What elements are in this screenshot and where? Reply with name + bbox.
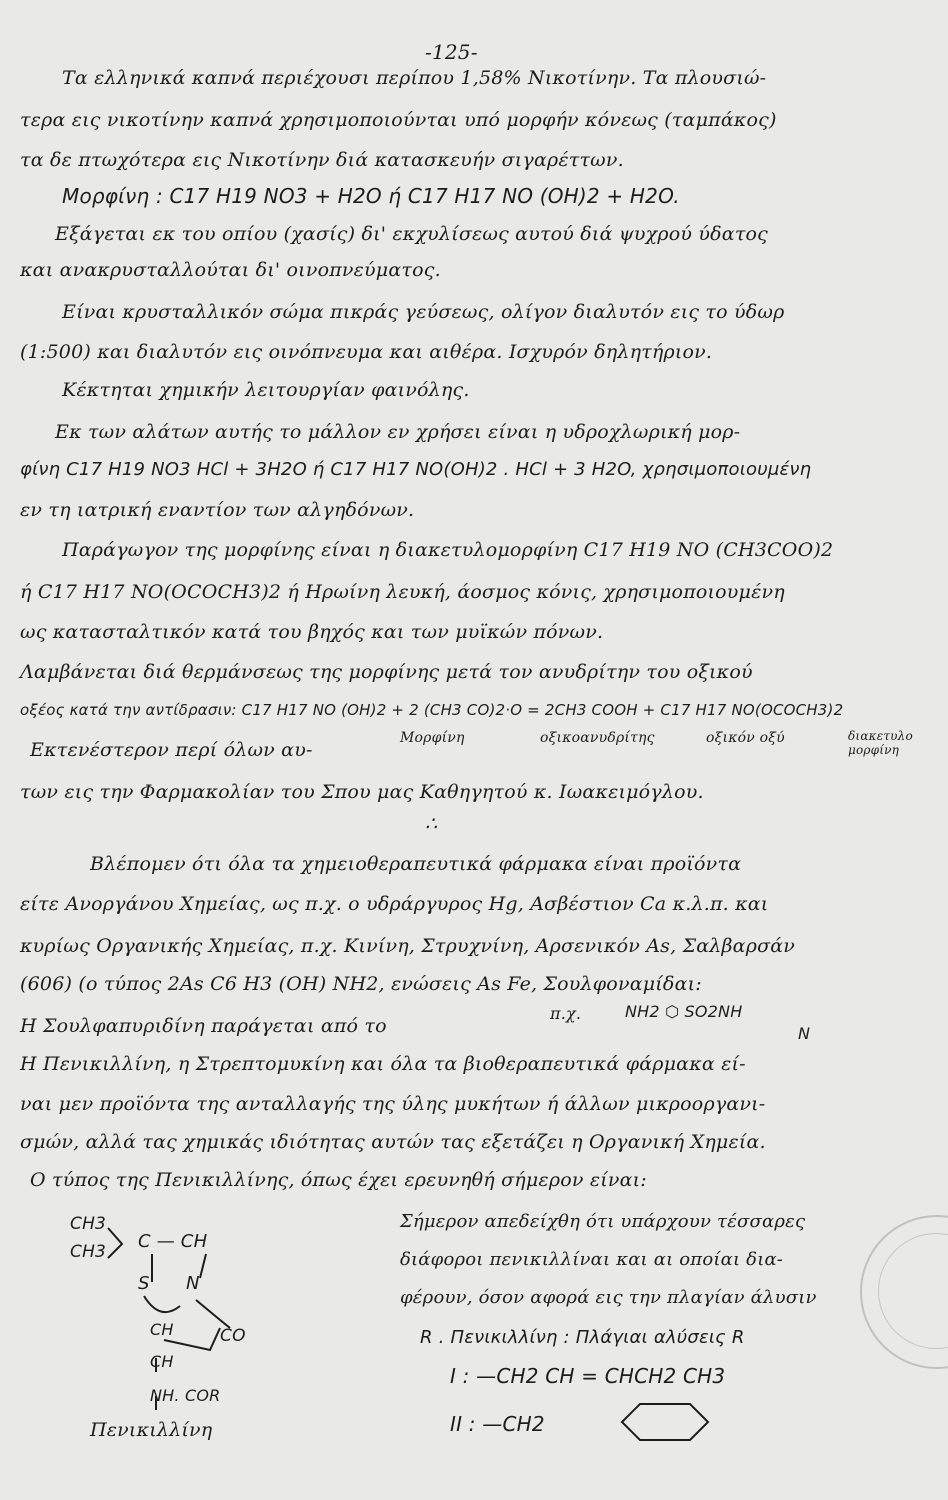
morphine-formula: Μορφίνη : C17 H19 NO3 + H2O ή C17 H17 NO (OH)2 + H2O. [62,184,680,208]
text-line-28: σμών, αλλά τας χημικάς ιδιότητας αυτών τας εξετάζει η Οργανική Χημεία. [20,1131,766,1153]
text-line-2: τερα εις νικοτίνην καπνά χρησιμοποιούνται υπό μορφήν κόνεως (ταμπάκος) [20,109,777,131]
sulfa-n: N [798,1024,811,1043]
struct-ch-1: CH [150,1320,174,1339]
benzene-ring-icon [610,1400,720,1444]
text-line-23: κυρίως Οργανικής Χημείας, π.χ. Κινίνη, Στρυχνίνη, Αρσενικόν As, Σαλβαρσάν [20,935,796,957]
sulfa-formula: NH2 ⬡ SO2NH [625,1002,743,1021]
text-line-9: Κέκτηται χημικήν λειτουργίαν φαινόλης. [62,379,470,401]
text-line-10: Εκ των αλάτων αυτής το μάλλον εν χρήσει είναι η υδροχλωρική μορ- [55,421,741,443]
struct-s: S [138,1273,150,1294]
text-line-25: Η Σουλφαπυριδίνη παράγεται από το [20,1015,387,1037]
text-line-7: Είναι κρυσταλλικόν σώμα πικράς γεύσεως, ολίγον διαλυτόν εις το ύδωρ [62,301,785,323]
hydrochloride-formula: φίνη C17 H19 NO3 HCl + 3H2O ή C17 H17 NO(OH)2 . HCl + 3 H2O, χρησιμοποιουμένη [20,459,812,480]
text-line-32: φέρουν, όσον αφορά εις την πλαγίαν άλυσιν [400,1287,817,1308]
label-diacetyl-1: διακετυλο [848,729,913,743]
text-line-21: Βλέπομεν ότι όλα τα χημειοθεραπευτικά φάρμακα είναι προϊόντα [90,853,742,875]
section-divider: ∴ [425,813,438,835]
text-line-26: Η Πενικιλλίνη, η Στρεπτομυκίνη και όλα τα βιοθεραπευτικά φάρμακα εί- [20,1053,746,1075]
page-number: -125- [425,40,478,64]
struct-caption: Πενικιλλίνη [90,1419,213,1441]
struct-ch3-a: CH3 [70,1214,107,1234]
penicillin-side-chain-ii: II : —CH2 [450,1412,545,1436]
struct-ch-2: CH [150,1352,174,1371]
text-line-13: Παράγωγον της μορφίνης είναι η διακετυλομορφίνη C17 H19 NO (CH3COO)2 [62,539,834,561]
text-line-8: (1:500) και διαλυτόν εις οινόπνευμα και αιθέρα. Ισχυρόν δηλητήριον. [20,341,713,363]
text-line-3: τα δε πτωχότερα εις Νικοτίνην διά κατασκευήν σιγαρέττων. [20,149,624,171]
text-line-6: και ανακρυσταλλούται δι' οινοπνεύματος. [20,259,441,281]
text-line-18: Εκτενέστερον περί όλων αυ- [30,739,313,761]
text-line-12: εν τη ιατρική εναντίον των αλγηδόνων. [20,499,415,521]
struct-ch3-b: CH3 [70,1242,107,1262]
text-line-5: Εξάγεται εκ του οπίου (χασίς) δι' εκχυλίσεως αυτού διά ψυχρού ύδατος [55,223,769,245]
label-diacetyl-2: μορφίνη [848,743,900,757]
text-line-14: ή C17 H17 NO(OCOCH3)2 ή Ηρωίνη λευκή, άοσμος κόνις, χρησιμοποιουμένη [20,581,785,603]
text-line-29: Ο τύπος της Πενικιλλίνης, όπως έχει ερευνηθή σήμερον είναι: [30,1169,647,1191]
text-line-1: Τα ελληνικά καπνά περιέχουσι περίπου 1,58% Νικοτίνην. Τα πλουσιώ- [62,67,767,89]
label-morphine: Μορφίνη [400,730,465,746]
label-anhydride: οξικοανυδρίτης [540,730,655,746]
text-line-19: των εις την Φαρμακολίαν του Σπου μας Καθηγητού κ. Ιωακειμόγλου. [20,781,704,803]
text-line-31: διάφοροι πενικιλλίναι και αι οποίαι δια- [400,1249,784,1270]
struct-n: N [186,1273,200,1294]
struct-nh-cor: NH. COR [150,1386,221,1405]
penicillin-side-chain-i: I : —CH2 CH = CHCH2 CH3 [450,1364,726,1388]
text-line-30: Σήμερον απεδείχθη ότι υπάρχουν τέσσαρες [400,1211,806,1232]
penicillin-side-chain-title: R . Πενικιλλίνη : Πλάγιαι αλύσεις R [420,1327,745,1348]
label-acetic-acid: οξικόν οξύ [706,730,785,746]
struct-co: CO [220,1326,246,1346]
text-line-15: ως κατασταλτικόν κατά του βηχός και των μυϊκών πόνων. [20,621,604,643]
text-line-16: Λαμβάνεται διά θερμάνσεως της μορφίνης μετά τον ανυδρίτην του οξικού [20,661,753,683]
label-px: π.χ. [550,1004,582,1023]
text-line-24: (606) (ο τύπος 2As C6 H3 (OH) NH2, ενώσεις As Fe, Σουλφοναμίδαι: [20,973,702,995]
struct-c-ch: C — CH [138,1231,208,1252]
text-line-22: είτε Ανοργάνου Χημείας, ως π.χ. ο υδράργυρος Hg, Ασβέστιον Ca κ.λ.π. και [20,893,769,915]
reaction-equation: οξέος κατά την αντίδρασιν: C17 H17 NO (OH)2 + 2 (CH3 CO)2·O = 2CH3 COOH + C17 H17 NO(OCOCH3)2 [20,701,844,719]
text-line-27: ναι μεν προϊόντα της ανταλλαγής της ύλης μυκήτων ή άλλων μικροοργανι- [20,1093,766,1115]
